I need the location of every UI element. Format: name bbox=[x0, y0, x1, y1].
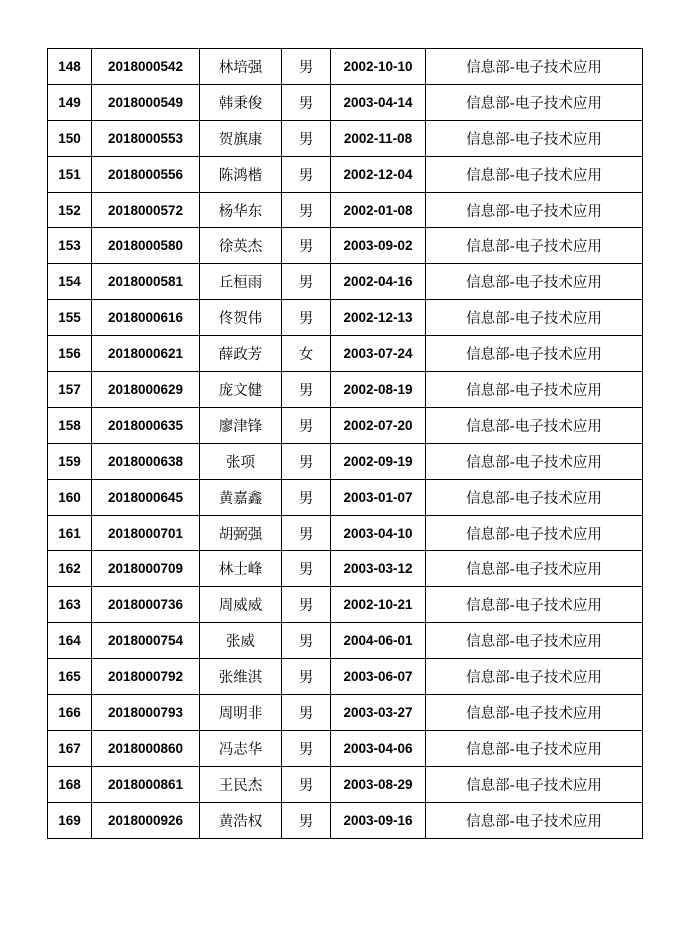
birth-date-cell: 2002-12-13 bbox=[331, 300, 426, 336]
department-major-cell: 信息部-电子技术应用 bbox=[426, 623, 643, 659]
student-name-cell: 林士峰 bbox=[200, 551, 282, 587]
student-id-cell: 2018000616 bbox=[92, 300, 200, 336]
row-number-cell: 164 bbox=[48, 623, 92, 659]
department-major-cell: 信息部-电子技术应用 bbox=[426, 120, 643, 156]
department-major-cell: 信息部-电子技术应用 bbox=[426, 192, 643, 228]
department-major-cell: 信息部-电子技术应用 bbox=[426, 659, 643, 695]
row-number-cell: 152 bbox=[48, 192, 92, 228]
student-name-cell: 张维淇 bbox=[200, 659, 282, 695]
table-row bbox=[48, 479, 643, 515]
row-number-cell: 163 bbox=[48, 587, 92, 623]
birth-date-cell: 2002-01-08 bbox=[331, 192, 426, 228]
department-major-cell: 信息部-电子技术应用 bbox=[426, 587, 643, 623]
student-id-cell: 2018000542 bbox=[92, 49, 200, 85]
student-name-cell: 贺旗康 bbox=[200, 120, 282, 156]
student-id-cell: 2018000553 bbox=[92, 120, 200, 156]
department-major-cell: 信息部-电子技术应用 bbox=[426, 336, 643, 372]
gender-cell: 男 bbox=[282, 84, 331, 120]
gender-cell: 男 bbox=[282, 264, 331, 300]
row-number-cell: 155 bbox=[48, 300, 92, 336]
student-name-cell: 黄嘉鑫 bbox=[200, 479, 282, 515]
row-number-cell: 165 bbox=[48, 659, 92, 695]
birth-date-cell: 2003-04-06 bbox=[331, 730, 426, 766]
birth-date-cell: 2002-11-08 bbox=[331, 120, 426, 156]
table-row bbox=[48, 551, 643, 587]
gender-cell: 男 bbox=[282, 192, 331, 228]
student-name-cell: 胡弼强 bbox=[200, 515, 282, 551]
student-name-cell: 丘桓雨 bbox=[200, 264, 282, 300]
student-name-cell: 冯志华 bbox=[200, 730, 282, 766]
gender-cell: 男 bbox=[282, 695, 331, 731]
student-name-cell: 廖津锋 bbox=[200, 407, 282, 443]
student-name-cell: 张威 bbox=[200, 623, 282, 659]
gender-cell: 男 bbox=[282, 300, 331, 336]
table-row bbox=[48, 120, 643, 156]
table-row bbox=[48, 695, 643, 731]
birth-date-cell: 2002-04-16 bbox=[331, 264, 426, 300]
department-major-cell: 信息部-电子技术应用 bbox=[426, 766, 643, 802]
birth-date-cell: 2002-08-19 bbox=[331, 372, 426, 408]
gender-cell: 男 bbox=[282, 156, 331, 192]
birth-date-cell: 2003-01-07 bbox=[331, 479, 426, 515]
table-row bbox=[48, 300, 643, 336]
student-name-cell: 陈鸿楷 bbox=[200, 156, 282, 192]
student-name-cell: 林培强 bbox=[200, 49, 282, 85]
birth-date-cell: 2003-04-10 bbox=[331, 515, 426, 551]
student-id-cell: 2018000754 bbox=[92, 623, 200, 659]
row-number-cell: 156 bbox=[48, 336, 92, 372]
student-name-cell: 薛政芳 bbox=[200, 336, 282, 372]
table-row bbox=[48, 372, 643, 408]
department-major-cell: 信息部-电子技术应用 bbox=[426, 156, 643, 192]
row-number-cell: 154 bbox=[48, 264, 92, 300]
student-name-cell: 周威威 bbox=[200, 587, 282, 623]
row-number-cell: 159 bbox=[48, 443, 92, 479]
student-id-cell: 2018000629 bbox=[92, 372, 200, 408]
table-row bbox=[48, 192, 643, 228]
student-id-cell: 2018000572 bbox=[92, 192, 200, 228]
table-row bbox=[48, 49, 643, 85]
row-number-cell: 150 bbox=[48, 120, 92, 156]
department-major-cell: 信息部-电子技术应用 bbox=[426, 372, 643, 408]
student-id-cell: 2018000580 bbox=[92, 228, 200, 264]
row-number-cell: 161 bbox=[48, 515, 92, 551]
gender-cell: 男 bbox=[282, 372, 331, 408]
gender-cell: 男 bbox=[282, 515, 331, 551]
table-row bbox=[48, 587, 643, 623]
birth-date-cell: 2002-10-21 bbox=[331, 587, 426, 623]
department-major-cell: 信息部-电子技术应用 bbox=[426, 443, 643, 479]
table-row bbox=[48, 730, 643, 766]
student-name-cell: 徐英杰 bbox=[200, 228, 282, 264]
gender-cell: 男 bbox=[282, 587, 331, 623]
row-number-cell: 151 bbox=[48, 156, 92, 192]
row-number-cell: 158 bbox=[48, 407, 92, 443]
birth-date-cell: 2003-08-29 bbox=[331, 766, 426, 802]
roster-body bbox=[48, 49, 643, 839]
table-row bbox=[48, 623, 643, 659]
gender-cell: 男 bbox=[282, 802, 331, 838]
gender-cell: 男 bbox=[282, 443, 331, 479]
row-number-cell: 168 bbox=[48, 766, 92, 802]
student-id-cell: 2018000701 bbox=[92, 515, 200, 551]
birth-date-cell: 2003-03-27 bbox=[331, 695, 426, 731]
birth-date-cell: 2003-06-07 bbox=[331, 659, 426, 695]
student-name-cell: 庞文健 bbox=[200, 372, 282, 408]
department-major-cell: 信息部-电子技术应用 bbox=[426, 49, 643, 85]
student-id-cell: 2018000792 bbox=[92, 659, 200, 695]
gender-cell: 男 bbox=[282, 479, 331, 515]
birth-date-cell: 2003-04-14 bbox=[331, 84, 426, 120]
birth-date-cell: 2003-09-02 bbox=[331, 228, 426, 264]
student-id-cell: 2018000638 bbox=[92, 443, 200, 479]
student-id-cell: 2018000581 bbox=[92, 264, 200, 300]
table-row bbox=[48, 659, 643, 695]
table-row bbox=[48, 515, 643, 551]
student-name-cell: 黄浩权 bbox=[200, 802, 282, 838]
department-major-cell: 信息部-电子技术应用 bbox=[426, 802, 643, 838]
department-major-cell: 信息部-电子技术应用 bbox=[426, 300, 643, 336]
student-name-cell: 佟贺伟 bbox=[200, 300, 282, 336]
student-id-cell: 2018000926 bbox=[92, 802, 200, 838]
department-major-cell: 信息部-电子技术应用 bbox=[426, 84, 643, 120]
gender-cell: 男 bbox=[282, 730, 331, 766]
student-id-cell: 2018000556 bbox=[92, 156, 200, 192]
gender-cell: 男 bbox=[282, 120, 331, 156]
table-row bbox=[48, 84, 643, 120]
gender-cell: 男 bbox=[282, 766, 331, 802]
gender-cell: 男 bbox=[282, 623, 331, 659]
birth-date-cell: 2003-07-24 bbox=[331, 336, 426, 372]
student-id-cell: 2018000709 bbox=[92, 551, 200, 587]
row-number-cell: 166 bbox=[48, 695, 92, 731]
table-row bbox=[48, 156, 643, 192]
gender-cell: 男 bbox=[282, 49, 331, 85]
student-id-cell: 2018000793 bbox=[92, 695, 200, 731]
student-name-cell: 周明非 bbox=[200, 695, 282, 731]
row-number-cell: 149 bbox=[48, 84, 92, 120]
gender-cell: 男 bbox=[282, 228, 331, 264]
table-row bbox=[48, 443, 643, 479]
table-row bbox=[48, 802, 643, 838]
student-id-cell: 2018000621 bbox=[92, 336, 200, 372]
row-number-cell: 162 bbox=[48, 551, 92, 587]
row-number-cell: 169 bbox=[48, 802, 92, 838]
birth-date-cell: 2004-06-01 bbox=[331, 623, 426, 659]
department-major-cell: 信息部-电子技术应用 bbox=[426, 264, 643, 300]
department-major-cell: 信息部-电子技术应用 bbox=[426, 695, 643, 731]
table-row bbox=[48, 407, 643, 443]
birth-date-cell: 2003-03-12 bbox=[331, 551, 426, 587]
department-major-cell: 信息部-电子技术应用 bbox=[426, 730, 643, 766]
birth-date-cell: 2002-07-20 bbox=[331, 407, 426, 443]
row-number-cell: 148 bbox=[48, 49, 92, 85]
table-row bbox=[48, 336, 643, 372]
birth-date-cell: 2002-12-04 bbox=[331, 156, 426, 192]
student-id-cell: 2018000635 bbox=[92, 407, 200, 443]
student-name-cell: 杨华东 bbox=[200, 192, 282, 228]
gender-cell: 女 bbox=[282, 336, 331, 372]
student-id-cell: 2018000860 bbox=[92, 730, 200, 766]
birth-date-cell: 2002-09-19 bbox=[331, 443, 426, 479]
row-number-cell: 153 bbox=[48, 228, 92, 264]
row-number-cell: 157 bbox=[48, 372, 92, 408]
department-major-cell: 信息部-电子技术应用 bbox=[426, 228, 643, 264]
table-row bbox=[48, 228, 643, 264]
birth-date-cell: 2002-10-10 bbox=[331, 49, 426, 85]
student-id-cell: 2018000861 bbox=[92, 766, 200, 802]
department-major-cell: 信息部-电子技术应用 bbox=[426, 515, 643, 551]
table-row bbox=[48, 766, 643, 802]
student-name-cell: 韩秉俊 bbox=[200, 84, 282, 120]
gender-cell: 男 bbox=[282, 407, 331, 443]
student-id-cell: 2018000645 bbox=[92, 479, 200, 515]
department-major-cell: 信息部-电子技术应用 bbox=[426, 407, 643, 443]
table-row bbox=[48, 264, 643, 300]
birth-date-cell: 2003-09-16 bbox=[331, 802, 426, 838]
student-roster-table bbox=[47, 48, 643, 839]
student-name-cell: 张项 bbox=[200, 443, 282, 479]
student-id-cell: 2018000549 bbox=[92, 84, 200, 120]
gender-cell: 男 bbox=[282, 551, 331, 587]
student-id-cell: 2018000736 bbox=[92, 587, 200, 623]
row-number-cell: 160 bbox=[48, 479, 92, 515]
gender-cell: 男 bbox=[282, 659, 331, 695]
row-number-cell: 167 bbox=[48, 730, 92, 766]
student-name-cell: 王民杰 bbox=[200, 766, 282, 802]
department-major-cell: 信息部-电子技术应用 bbox=[426, 479, 643, 515]
department-major-cell: 信息部-电子技术应用 bbox=[426, 551, 643, 587]
